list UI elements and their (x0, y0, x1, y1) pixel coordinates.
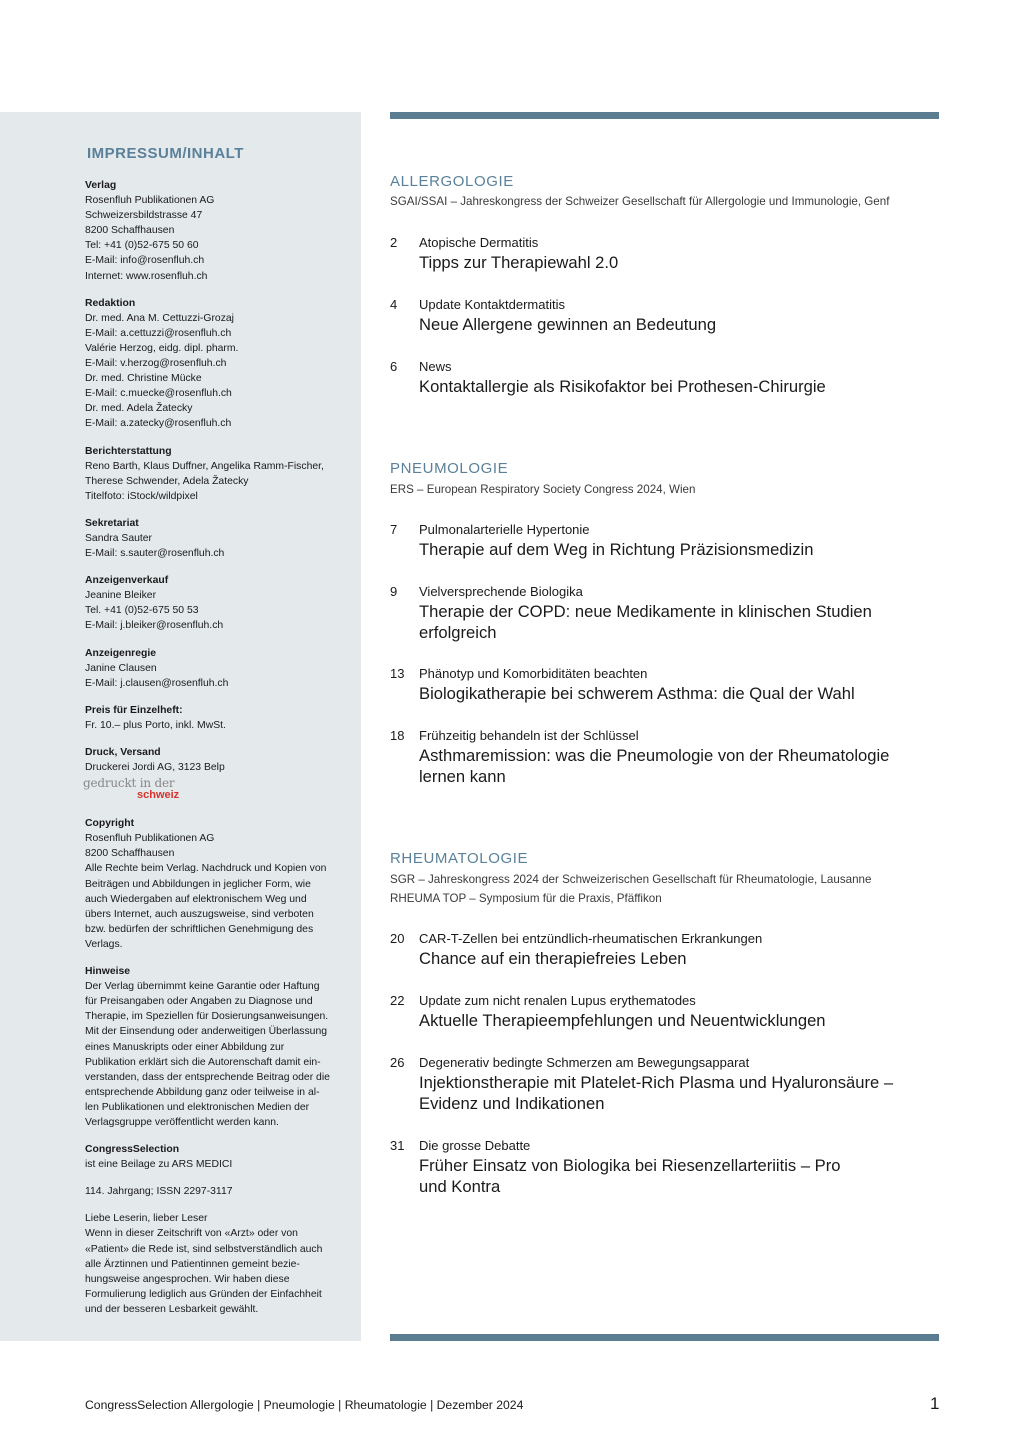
toc-headline: Früher Einsatz von Biologika bei Riesenzellarteriitis – Pro und Kontra (419, 1156, 841, 1196)
preis-block (85, 703, 353, 733)
toc-headline: Kontaktallergie als Risikofaktor bei Prothesen-Chirurgie (419, 377, 826, 396)
hinweise-line: Der Verlag übernimmt keine Garantie oder Haftung (85, 981, 320, 993)
sekretariat-block (85, 516, 353, 561)
verlag-heading: Verlag (85, 180, 117, 191)
redaktion-line: Dr. med. Adela Žatecky (85, 403, 193, 415)
redaktion-line: Valérie Herzog, eidg. dipl. pharm. (85, 342, 239, 354)
redaktion-line: Dr. med. Ana M. Cettuzzi-Grozaj (85, 312, 234, 324)
section-title-allergologie: ALLERGOLOGIE (390, 173, 514, 190)
copyright-heading: Copyright (85, 818, 135, 830)
copyright-line: Verlags. (85, 938, 123, 950)
redaktion-line: E-Mail: c.muecke@rosenfluh.ch (85, 388, 232, 400)
toc-headline: Injektionstherapie mit Platelet-Rich Plasma und Hyaluronsäure – Evidenz und Indikationen (419, 1073, 894, 1113)
hinweise-line: für Preisangaben oder Angaben zu Diagnose und (85, 996, 313, 1008)
toc-kicker: Atopische Dermatitis (419, 235, 539, 250)
redaktion-line: E-Mail: a.cettuzzi@rosenfluh.ch (85, 327, 232, 339)
congressselection-block (85, 1142, 353, 1172)
toc-page-number: 4 (390, 297, 398, 312)
anzeigenverkauf-line: Jeanine Bleiker (85, 590, 157, 602)
toc-page-number: 7 (390, 522, 398, 537)
copyright-line: Alle Rechte beim Verlag. Nachdruck und Kopien von (85, 863, 327, 875)
hinweise-line: verstanden, dass der entsprechende Beitrag oder die (85, 1071, 330, 1083)
berichterstattung-line: Titelfoto: iStock/wildpixel (85, 490, 198, 502)
toc-page-number: 22 (390, 993, 405, 1008)
verlag-line: Schweizersbildstrasse 47 (85, 210, 203, 222)
verlag-line: E-Mail: info@rosenfluh.ch (85, 255, 205, 267)
anzeigenregie-line: Janine Clausen (85, 662, 157, 674)
toc-page-number: 31 (390, 1138, 405, 1153)
leser-line: Wenn in dieser Zeitschrift von «Arzt» oder von (85, 1228, 298, 1240)
sidebar-title: IMPRESSUM/INHALT (87, 145, 244, 162)
logo-text-line2: schweiz (137, 789, 180, 802)
copyright-line: übers Internet, auch auszugsweise, sind verboten (85, 908, 314, 920)
hinweise-line: len Publikationen und elektronischen Medien der (85, 1101, 310, 1113)
toc-kicker: Pulmonalarterielle Hypertonie (419, 522, 590, 537)
hinweise-line: Therapie, im Speziellen für Dosierungsanweisungen. (85, 1011, 329, 1023)
copyright-line: Rosenfluh Publikationen AG (85, 833, 215, 845)
toc-headline: Neue Allergene gewinnen an Bedeutung (419, 315, 717, 334)
copyright-line: Beiträgen und Abbildungen in jeglicher Form, wie (85, 878, 311, 890)
congressselection-heading: CongressSelection (85, 1144, 180, 1156)
gedruckt-in-der-schweiz-logo (85, 776, 353, 802)
top-rule (390, 112, 939, 119)
toc-page-number: 9 (390, 584, 398, 599)
copyright-line: auch Wiedergaben auf elektronischem Weg und (85, 893, 307, 905)
section-subtitle-rheumatologie: RHEUMA TOP – Symposium für die Praxis, Pfäffikon (390, 892, 662, 905)
berichterstattung-line: Reno Barth, Klaus Duffner, Angelika Ramm-Fischer, (85, 460, 324, 472)
logo-text-line1: gedruckt in der (83, 776, 175, 791)
sekretariat-line: E-Mail: s.sauter@rosenfluh.ch (85, 548, 225, 560)
sekretariat-line: Sandra Sauter (85, 532, 153, 544)
toc-kicker: Update zum nicht renalen Lupus erythematodes (419, 993, 696, 1008)
anzeigenverkauf-line: E-Mail: j.bleiker@rosenfluh.ch (85, 620, 224, 632)
jahrgang-line: 114. Jahrgang; ISSN 2297-3117 (85, 1186, 233, 1198)
toc-kicker: Update Kontaktdermatitis (419, 297, 565, 312)
toc-headline: Biologikatherapie bei schwerem Asthma: die Qual der Wahl (419, 684, 855, 703)
anzeigenverkauf-heading: Anzeigenverkauf (85, 575, 169, 587)
hinweise-line: Verlagsgruppe veröffentlicht werden kann. (85, 1116, 279, 1128)
copyright-line: 8200 Schaffhausen (85, 848, 175, 860)
toc-headline: Aktuelle Therapieempfehlungen und Neuentwicklungen (419, 1011, 826, 1030)
section-subtitle-pneumologie: ERS – European Respiratory Society Congress 2024, Wien (390, 483, 696, 496)
anzeigenregie-line: E-Mail: j.clausen@rosenfluh.ch (85, 677, 229, 689)
copyright-block (85, 816, 353, 952)
anzeigenregie-heading: Anzeigenregie (85, 647, 157, 659)
redaktion-line: E-Mail: a.zatecky@rosenfluh.ch (85, 418, 232, 430)
toc-kicker: Phänotyp und Komorbiditäten beachten (419, 666, 648, 681)
toc-kicker: News (419, 359, 452, 374)
redaktion-line: Dr. med. Christine Mücke (85, 373, 202, 385)
verlag-line: 8200 Schaffhausen (85, 225, 175, 237)
anzeigenregie-block (85, 646, 353, 691)
hinweise-line: Mit der Einsendung oder anderweitigen Überlassung (85, 1026, 328, 1038)
leser-line: hungsweise angesprochen. Wir haben diese (85, 1273, 290, 1285)
toc-page-number: 20 (390, 931, 405, 946)
toc-kicker: Degenerativ bedingte Schmerzen am Bewegungsapparat (419, 1055, 750, 1070)
verlag-line: Rosenfluh Publikationen AG (85, 195, 215, 207)
hinweise-line: eines Manuskripts oder einer Abbildung zur (85, 1041, 285, 1053)
preis-line: Fr. 10.– plus Porto, inkl. MwSt. (85, 719, 226, 731)
toc-page-number: 13 (390, 666, 405, 681)
berichterstattung-heading: Berichterstattung (85, 445, 172, 457)
toc-kicker: Die grosse Debatte (419, 1138, 531, 1153)
section-title-rheumatologie: RHEUMATOLOGIE (390, 850, 529, 867)
section-subtitle-rheumatologie: SGR – Jahreskongress 2024 der Schweizerischen Gesellschaft für Rheumatologie, Lausanne (390, 873, 872, 886)
preis-heading: Preis für Einzelheft: (85, 704, 183, 716)
berichterstattung-line: Therese Schwender, Adela Žatecky (85, 475, 249, 487)
toc-headline: Asthmaremission: was die Pneumologie von der Rheumatologie lernen kann (419, 746, 890, 786)
toc-page-number: 6 (390, 359, 398, 374)
leser-line: alle Ärztinnen und Patientinnen gemeint bezie- (85, 1258, 300, 1270)
toc-headline: Chance auf ein therapiefreies Leben (419, 949, 687, 968)
toc-page-number: 2 (390, 235, 398, 250)
druck-block (85, 745, 353, 775)
hinweise-heading: Hinweise (85, 966, 131, 978)
toc-kicker: CAR-T-Zellen bei entzündlich-rheumatischen Erkrankungen (419, 931, 763, 946)
verlag-line: Internet: www.rosenfluh.ch (85, 270, 208, 282)
redaktion-line: E-Mail: v.herzog@rosenfluh.ch (85, 358, 227, 370)
leser-line: Liebe Leserin, lieber Leser (85, 1213, 208, 1225)
copyright-line: bzw. bedürfen der schriftlichen Genehmigung des (85, 923, 314, 935)
page-number: 1 (930, 1394, 940, 1413)
toc-kicker: Vielversprechende Biologika (419, 584, 583, 599)
leser-note-block (85, 1211, 353, 1317)
druck-heading: Druck, Versand (85, 747, 161, 758)
congressselection-line: ist eine Beilage zu ARS MEDICI (85, 1159, 233, 1171)
toc-headline: Therapie der COPD: neue Medikamente in klinischen Studien erfolgreich (419, 602, 872, 642)
berichterstattung-block (85, 444, 353, 504)
leser-line: «Patient» die Rede ist, sind selbstverständlich auch (85, 1243, 323, 1255)
druck-line: Druckerei Jordi AG, 3123 Belp (85, 762, 225, 774)
section-title-pneumologie: PNEUMOLOGIE (390, 460, 509, 477)
verlag-line: Tel: +41 (0)52-675 50 60 (85, 240, 199, 252)
impressum-blocks (85, 178, 353, 1329)
hinweise-line: entsprechende Abbildung ganz oder teilweise in al- (85, 1086, 320, 1098)
sekretariat-heading: Sekretariat (85, 517, 139, 529)
toc-kicker: Frühzeitig behandeln ist der Schlüssel (419, 728, 639, 743)
toc-page-number: 26 (390, 1055, 405, 1070)
leser-line: Formulierung lediglich aus Gründen der Einfachheit (85, 1288, 322, 1300)
toc-headline: Therapie auf dem Weg in Richtung Präzisionsmedizin (419, 540, 814, 559)
redaktion-block (85, 296, 353, 432)
leser-line: und der besseren Lesbarkeit gewählt. (85, 1303, 259, 1315)
bottom-rule (390, 1334, 939, 1341)
hinweise-block (85, 964, 353, 1130)
toc-page-number: 18 (390, 728, 405, 743)
toc-headline: Tipps zur Therapiewahl 2.0 (419, 253, 619, 272)
footer-text: CongressSelection Allergologie | Pneumologie | Rheumatologie | Dezember 2024 (85, 1398, 524, 1412)
anzeigenverkauf-block (85, 573, 353, 633)
jahrgang-block (85, 1184, 353, 1199)
hinweise-line: Publikation erklärt sich die Autorenschaft damit ein- (85, 1056, 321, 1068)
verlag-block (85, 178, 353, 284)
section-subtitle-allergologie: SGAI/SSAI – Jahreskongress der Schweizer Gesellschaft für Allergologie und Immunologie, Genf (390, 195, 890, 208)
redaktion-heading: Redaktion (85, 297, 136, 309)
anzeigenverkauf-line: Tel. +41 (0)52-675 50 53 (85, 605, 199, 617)
